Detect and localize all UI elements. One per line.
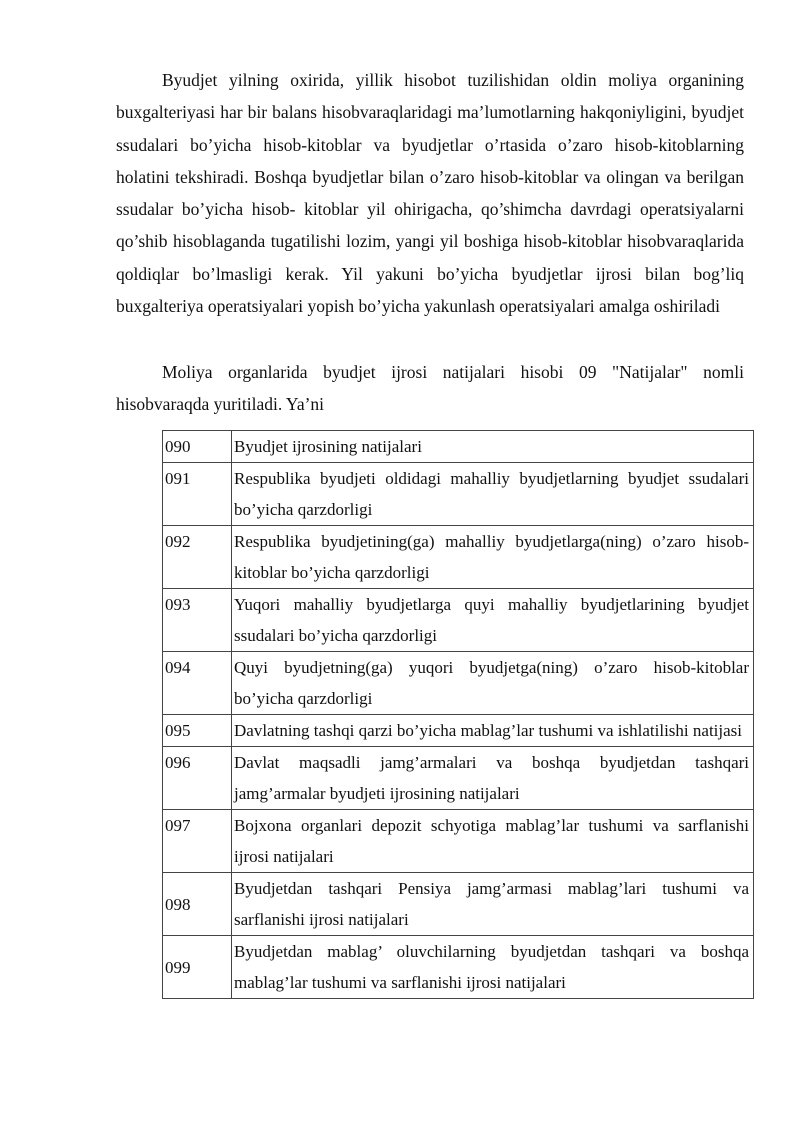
table-row <box>163 936 754 999</box>
account-code: 094 <box>163 652 232 715</box>
table-row <box>163 526 754 589</box>
account-code: 090 <box>163 431 232 463</box>
account-name: Yuqori mahalliy byudjetlarga quyi mahalliy byudjetlarining byudjet ssudalari bo’yicha qarzdorligi <box>232 589 754 652</box>
paragraph-results-account <box>116 356 744 421</box>
accounts-table <box>162 430 754 999</box>
table-row <box>163 747 754 810</box>
table-row <box>163 431 754 463</box>
table-row <box>163 463 754 526</box>
account-name: Respublika byudjetining(ga) mahalliy byudjetlarga(ning) o’zaro hisob-kitoblar bo’yicha qarzdorligi <box>232 526 754 589</box>
table-row <box>163 810 754 873</box>
account-code: 098 <box>163 873 232 936</box>
account-code: 097 <box>163 810 232 873</box>
account-name: Byudjet ijrosining natijalari <box>232 431 754 463</box>
account-code: 096 <box>163 747 232 810</box>
account-name: Respublika byudjeti oldidagi mahalliy byudjetlarning byudjet ssudalari bo’yicha qarzdorligi <box>232 463 754 526</box>
account-name: Davlatning tashqi qarzi bo’yicha mablag’lar tushumi va ishlatilishi natijasi <box>232 715 754 747</box>
account-code: 093 <box>163 589 232 652</box>
account-name: Byudjetdan tashqari Pensiya jamg’armasi mablag’lari tushumi va sarflanishi ijrosi natijalari <box>232 873 754 936</box>
account-code: 095 <box>163 715 232 747</box>
account-code: 091 <box>163 463 232 526</box>
table-row <box>163 715 754 747</box>
paragraph-year-end-check <box>116 64 744 322</box>
account-name: Byudjetdan mablag’ oluvchilarning byudjetdan tashqari va boshqa mablag’lar tushumi va sarflanishi ijrosi natijalari <box>232 936 754 999</box>
paragraph-text: Moliya organlarida byudjet ijrosi natijalari hisobi 09 "Natijalar" nomli hisobvaraqda yuritiladi. Ya’ni <box>116 362 744 415</box>
account-code: 092 <box>163 526 232 589</box>
paragraph-text: Byudjet yilning oxirida, yillik hisobot tuzilishidan oldin moliya organining buxgalteriyasi har bir balans hisobvaraqlaridagi ma’lumotlarning hakqoniyligini, byudjet ssudalari bo’yicha hisob-kitoblar va byudjetlar o’rtasida o’zaro hisob-kitoblarning holatini tekshiradi. Boshqa byudjetlar bilan o’zaro hisob-kitoblar va olingan va berilgan ssudalar bo’yicha hisob- kitoblar yil ohirigacha, qo’shimcha davrdagi operatsiyalarni qo’shib hisoblaganda tugatilishi lozim, yangi yil boshiga hisob-kitoblar hisobvaraqlarida qoldiqlar bo’lmasligi kerak. Yil yakuni bo’yicha byudjetlar ijrosi bilan bog’liq buxgalteriya operatsiyalari yopish bo’yicha yakunlash operatsiyalari amalga oshiriladi <box>116 70 744 317</box>
account-name: Quyi byudjetning(ga) yuqori byudjetga(ning) o’zaro hisob-kitoblar bo’yicha qarzdorligi <box>232 652 754 715</box>
account-name: Bojxona organlari depozit schyotiga mablag’lar tushumi va sarflanishi ijrosi natijalari <box>232 810 754 873</box>
table-row <box>163 873 754 936</box>
table-row <box>163 589 754 652</box>
table-row <box>163 652 754 715</box>
account-code: 099 <box>163 936 232 999</box>
account-name: Davlat maqsadli jamg’armalari va boshqa byudjetdan tashqari jamg’armalar byudjeti ijrosining natijalari <box>232 747 754 810</box>
